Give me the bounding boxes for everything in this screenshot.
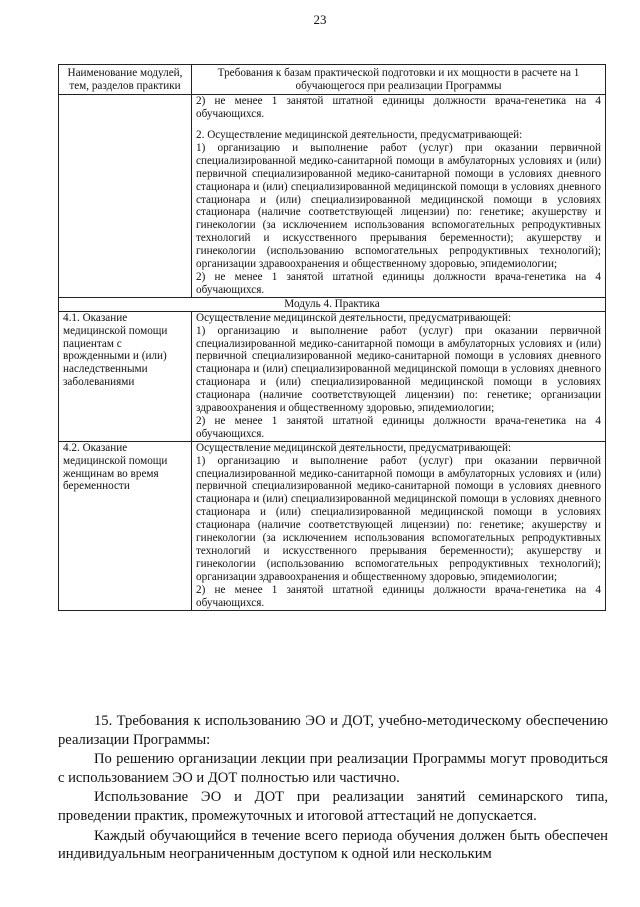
section-15-text <box>58 712 608 864</box>
table-row <box>59 95 606 298</box>
requirement-paragraph: 1) организацию и выполнение работ (услуг) при оказании первичной специализированной медико-санитарной помощи в амбулаторных условиях и (или) первичной специализированной медико-санитарной помощи в условиях дневного стационара и (или) специализированной медицинской помощи в условиях дневного стационара и (или) специализированной медицинской помощи в условиях стационара (наличие соответствующей лицензии) по: генетике; акушерству и гинекологии (за исключением использования вспомогательных репродуктивных технологий и искусственного прерывания беременности); акушерству и гинекологии (использованию вспомогательных репродуктивных технологий); организации здравоохранения и общественному здоровью, эпидемиологии; <box>196 141 601 271</box>
module-title-row <box>59 297 606 311</box>
row-requirements-cell <box>192 311 606 441</box>
requirements-table <box>58 64 606 611</box>
requirement-paragraph: 1) организацию и выполнение работ (услуг) при оказании первичной специализированной медико-санитарной помощи в амбулаторных условиях и (или) первичной специализированной медико-санитарной помощи в условиях дневного стационара и (или) специализированной медицинской помощи в условиях дневного стационара и (или) специализированной медицинской помощи в условиях стационара (наличие соответствующей лицензии) по: генетике; организации здравоохранения и общественному здоровью, эпидемиологии; <box>196 324 601 415</box>
row-name-cell <box>59 95 192 298</box>
row-name-cell: 4.2. Оказание медицинской помощи женщинам во время беременности <box>59 441 192 610</box>
row-name-cell: 4.1. Оказание медицинской помощи пациентам с врожденными и (или) наследственными заболеваниями <box>59 311 192 441</box>
body-paragraph: Использование ЭО и ДОТ при реализации занятий семинарского типа, проведении практик, промежуточных и итоговой аттестаций не допускается. <box>58 789 608 824</box>
header-col-requirements: Требования к базам практической подготовки и их мощности в расчете на 1 обучающегося при реализации Программы <box>192 65 606 95</box>
row-requirements-cell <box>192 95 606 298</box>
header-col-name: Наименование модулей, тем, разделов практики <box>59 65 192 95</box>
table-row <box>59 311 606 441</box>
module-title: Модуль 4. Практика <box>59 297 606 311</box>
requirement-paragraph: 2) не менее 1 занятой штатной единицы должности врача-генетика на 4 обучающихся. <box>196 583 601 609</box>
requirement-paragraph: 2) не менее 1 занятой штатной единицы должности врача-генетика на 4 обучающихся. <box>196 414 601 440</box>
requirement-paragraph: 2) не менее 1 занятой штатной единицы должности врача-генетика на 4 обучающихся. <box>196 95 601 121</box>
row-requirements-cell <box>192 441 606 610</box>
body-paragraph: Каждый обучающийся в течение всего периода обучения должен быть обеспечен индивидуальным неограниченным доступом к одной или нескольким <box>58 827 608 863</box>
requirement-paragraph: Осуществление медицинской деятельности, предусматривающей: <box>196 311 512 324</box>
body-paragraph: По решению организации лекции при реализации Программы могут проводиться с использованием ЭО и ДОТ полностью или частично. <box>58 751 608 786</box>
page-number: 23 <box>313 12 327 27</box>
requirement-paragraph: Осуществление медицинской деятельности, предусматривающей: <box>196 441 512 454</box>
table-header-row <box>59 65 606 95</box>
table-row <box>59 441 606 610</box>
body-paragraph: 15. Требования к использованию ЭО и ДОТ, учебно-методическому обеспечению реализации Программы: <box>58 713 608 748</box>
requirement-paragraph: 2. Осуществление медицинской деятельности, предусматривающей: <box>196 129 523 141</box>
requirement-paragraph: 1) организацию и выполнение работ (услуг) при оказании первичной специализированной медико-санитарной помощи в амбулаторных условиях и (или) первичной специализированной медико-санитарной помощи в условиях дневного стационара и (или) специализированной медицинской помощи в условиях дневного стационара и (или) специализированной медицинской помощи в условиях стационара (наличие соответствующей лицензии) по: генетике; акушерству и гинекологии (за исключением использования вспомогательных репродуктивных технологий и искусственного прерывания беременности); акушерству и гинекологии (использованию вспомогательных репродуктивных технологий); организации здравоохранения и общественному здоровью, эпидемиологии; <box>196 454 601 583</box>
requirement-paragraph: 2) не менее 1 занятой штатной единицы должности врача-генетика на 4 обучающихся. <box>196 270 601 296</box>
